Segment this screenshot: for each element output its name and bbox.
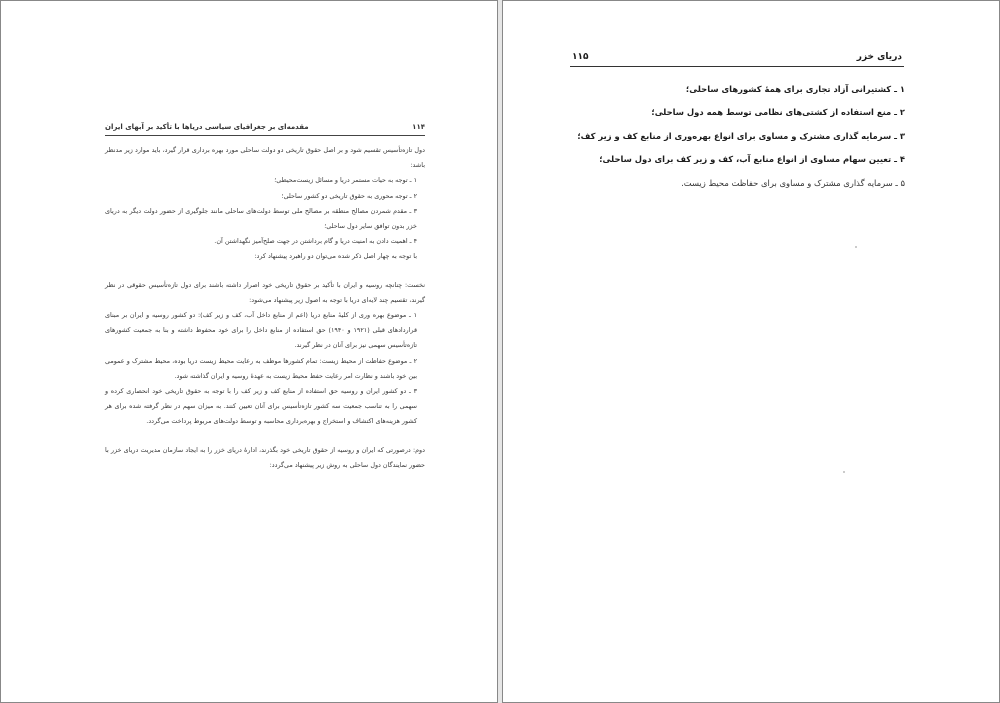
list-item: ۳ ـ دو کشور ایران و روسیه حق استفاده از منابع کف و زیر کف را با توجه به حقوق تاریخی خود انحصاری کرده و سهمی را به تناسب جمعیت سه کشور تازه‌تأسیس برای آنان تعیین کنند. به میزان سهم در نظر گرفته شده برای هر کشور هزینه‌های اکتشاف و استخراج و بهره‌برداری محاسبه و توسط دولت‌های مربوط پرداخت می‌گردد. xyxy=(105,387,417,426)
paragraph: دول تازه‌تأسیس تقسیم شود و بر اصل حقوق تاریخی دو دولت ساحلی مورد بهره برداری قرار گیرد، باید موارد زیر مدنظر باشد: xyxy=(105,146,425,170)
left-page-number: ۱۱۴ xyxy=(412,123,425,131)
right-header-rule xyxy=(570,66,904,67)
paragraph-spacer xyxy=(105,430,425,443)
scan-speck xyxy=(843,471,845,473)
left-page-body xyxy=(105,143,425,473)
paragraph: نخست: چنانچه روسیه و ایران با تأکید بر حقوق تاریخی خود اصرار داشته باشند برای دول تازه‌تأسیس حقوقی در نظر گیرند، تقسیم چند لایه‌ای دریا با توجه به اصول زیر پیشنهاد می‌شود: xyxy=(105,280,425,304)
left-page xyxy=(0,0,498,703)
list-item: ۱ ـ کشتیرانی آزاد تجاری برای همهٔ کشورهای ساحلی؛ xyxy=(685,84,905,94)
list-item: ۲ ـ موضوع حفاظت از محیط زیست: تمام کشورها موظف به رعایت محیط زیست دریا بوده، محیط مشترک و عمومی بین خود باشند و نظارت امر رعایت حفظ محیط زیست به عهدهٔ روسیه و ایران گذاشته شود. xyxy=(105,356,417,380)
list-item: ۳ ـ سرمایه گذاری مشترک و مساوی برای انواع بهره‌وری از منابع کف و زیر کف؛ xyxy=(577,130,905,141)
list-item: ۴ ـ تعیین سهام مساوی از انواع منابع آب، کف و زیر کف برای دول ساحلی؛ xyxy=(599,154,905,165)
left-page-header xyxy=(105,123,425,131)
paragraph: با توجه به چهار اصل ذکر شده می‌توان دو راهبرد پیشنهاد کرد: xyxy=(254,252,417,261)
list-item: ۲ ـ توجه محوری به حقوق تاریخی دو کشور ساحلی؛ xyxy=(281,191,417,200)
right-running-title: دریای خزر xyxy=(856,52,902,62)
list-item: ۱ ـ توجه به حیات مستمر دریا و مسائل زیست‌محیطی؛ xyxy=(274,176,417,185)
list-item: ۲ ـ منع استفاده از کشتی‌های نظامی توسط همه دول ساحلی؛ xyxy=(651,107,905,118)
list-item: ۵ ـ سرمایه گذاری مشترک و مساوی برای حفاظت محیط زیست. xyxy=(681,177,905,188)
list-item: ۳ ـ مقدم شمردن مصالح منطقه بر مصالح ملی توسط دولت‌های ساحلی مانند جلوگیری از حضور دولت دیگر به دریای خزر بدون توافق سایر دول ساحلی؛ xyxy=(105,206,417,231)
scan-speck xyxy=(855,246,857,248)
list-item: ۴ ـ اهمیت دادن به امنیت دریا و گام برداشتن در جهت صلح‌آمیز نگهداشتن آن. xyxy=(214,237,417,246)
paragraph: دوم: درصورتی که ایران و روسیه از حقوق تاریخی خود بگذرند، ادارهٔ دریای خزر را به ایجاد سازمان مدیریت دریای خزر با حضور نمایندگان دول ساحلی به روش زیر پیشنهاد می‌گردد: xyxy=(105,445,425,469)
list-item: ۱ ـ موضوع بهره وری از کلیهٔ منابع دریا (اعم از منابع داخل آب، کف و زیر کف): دو کشور روسیه و ایران بر مبنای قراردادهای قبلی (۱۹۲۱ و ۱۹۴۰) حق استفاده از منابع داخل را برای خود محفوظ داشته و بنا به جمعیت کشورهای تازه‌تأسیس سهمی نیز برای آنان در نظر گیرند. xyxy=(105,311,417,350)
right-page-header xyxy=(572,52,902,62)
right-page-body xyxy=(560,78,905,195)
right-page-number: ۱۱۵ xyxy=(572,52,589,62)
left-header-rule xyxy=(105,135,425,136)
paragraph-spacer xyxy=(105,265,425,278)
left-running-title: مقدمه‌ای بر جغرافیای سیاسی دریاها با تأکید بر آبهای ایران xyxy=(105,123,309,131)
